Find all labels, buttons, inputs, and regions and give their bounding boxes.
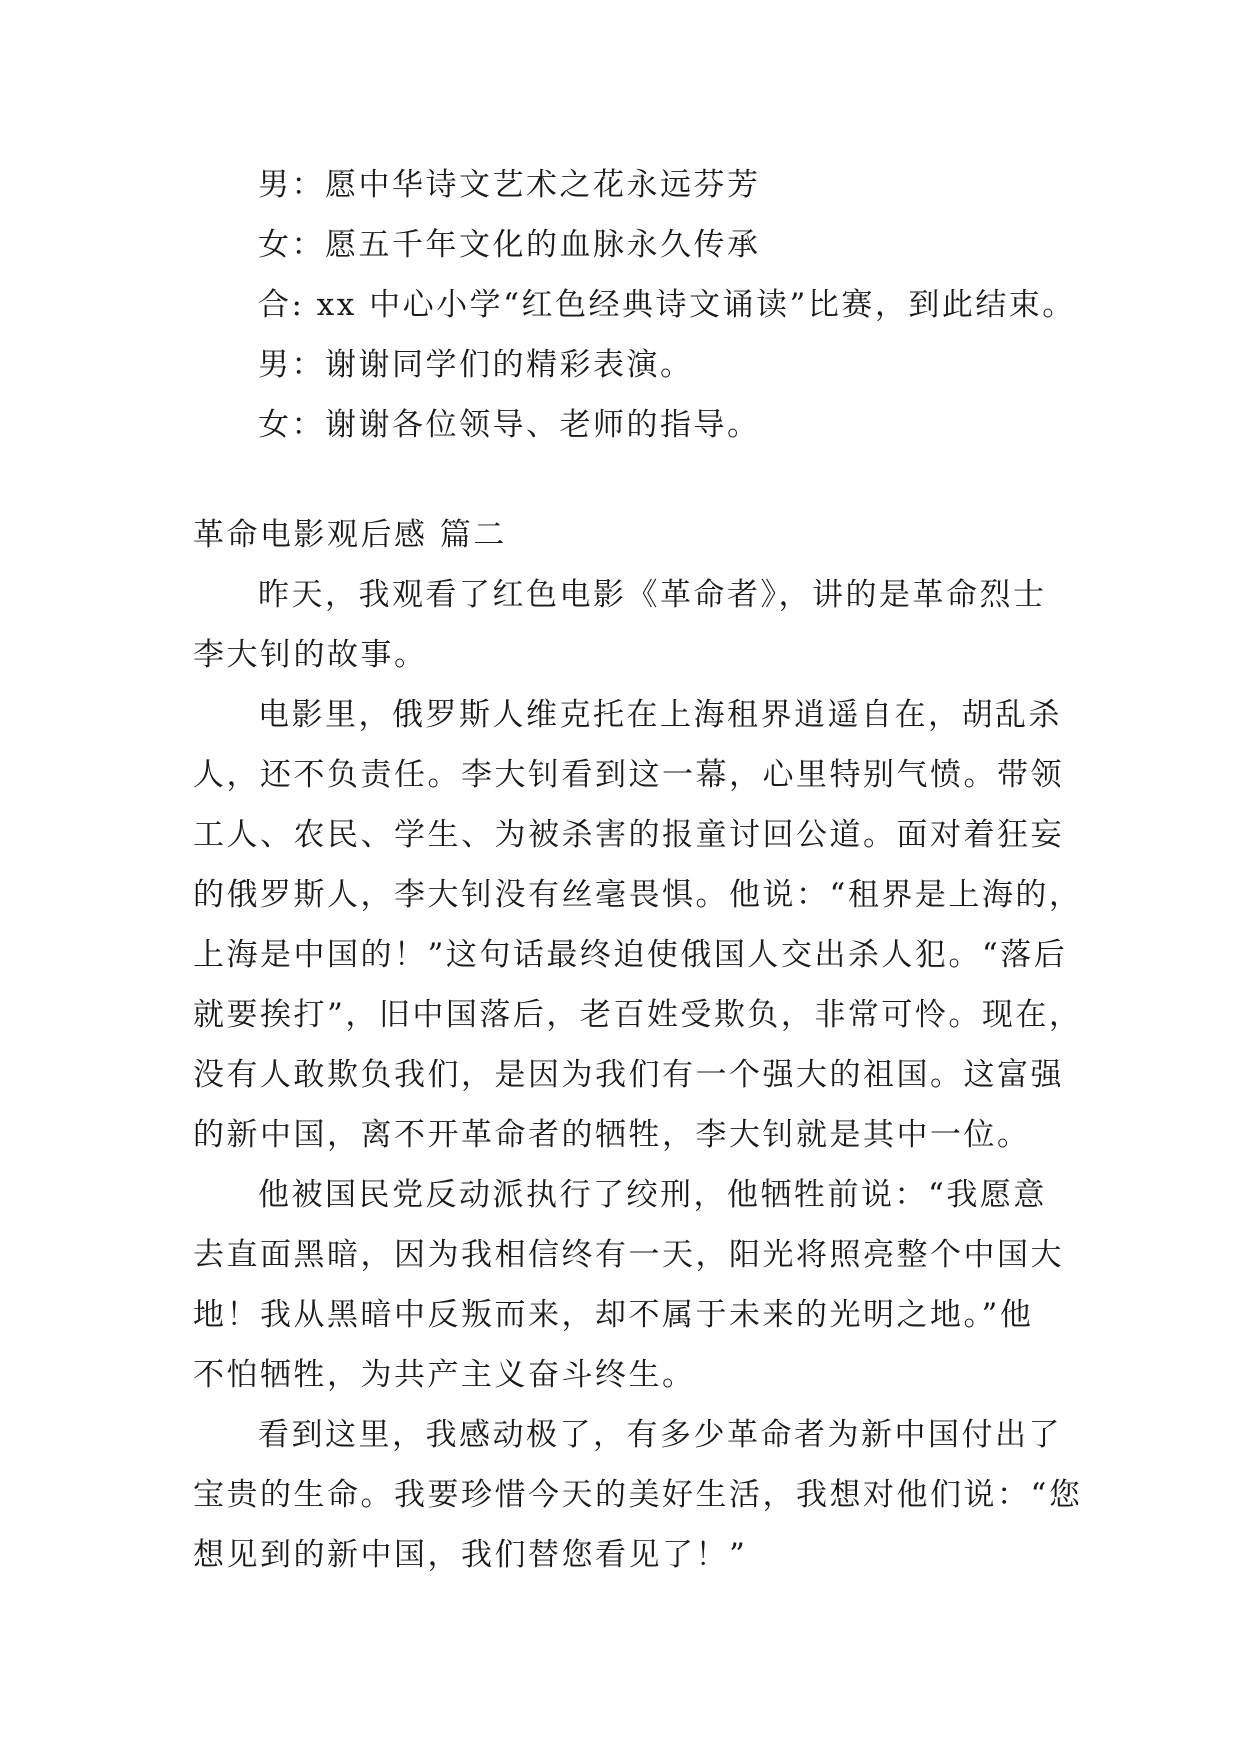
paragraph-2-line-3: 工人、农民、学生、为被杀害的报童讨回公道。面对着狂妄 — [193, 817, 1064, 853]
paragraph-1-line-1: 昨天，我观看了红色电影《革命者》，讲的是革命烈士 — [258, 577, 1047, 613]
paragraph-2-line-8: 的新中国，离不开革命者的牺牲，李大钊就是其中一位。 — [193, 1117, 1031, 1153]
dialogue-line-female-1: 女：愿五千年文化的血脉永久传承 — [258, 227, 761, 263]
paragraph-3-line-2: 去直面黑暗，因为我相信终有一天，阳光将照亮整个中国大 — [193, 1237, 1064, 1273]
paragraph-1-line-2: 李大钊的故事。 — [193, 637, 428, 673]
paragraph-3-line-4: 不怕牺牲，为共产主义奋斗终生。 — [193, 1357, 696, 1393]
paragraph-4-line-1: 看到这里，我感动极了，有多少革命者为新中国付出了 — [258, 1417, 1062, 1453]
paragraph-2-line-2: 人，还不负责任。李大钊看到这一幕，心里特别气愤。带领 — [193, 757, 1064, 793]
paragraph-2-line-5: 上海是中国的！”这句话最终迫使俄国人交出杀人犯。“落后 — [193, 937, 1068, 973]
paragraph-3-line-3: 地！我从黑暗中反叛而来，却不属于未来的光明之地。”他 — [193, 1297, 1034, 1333]
dialogue-line-female-2: 女：谢谢各位领导、老师的指导。 — [258, 407, 761, 443]
dialogue-line-together: 合: xx 中心小学“红色经典诗文诵读”比赛，到此结束。 — [258, 287, 1076, 323]
paragraph-2-line-7: 没有人敢欺负我们，是因为我们有一个强大的祖国。这富强 — [193, 1057, 1064, 1093]
dialogue-line-male-1: 男：愿中华诗文艺术之花永远芬芳 — [258, 167, 761, 203]
paragraph-2-line-1: 电影里，俄罗斯人维克托在上海租界逍遥自在，胡乱杀 — [258, 697, 1062, 733]
paragraph-2-line-4: 的俄罗斯人，李大钊没有丝毫畏惧。他说：“租界是上海的， — [193, 877, 1083, 913]
paragraph-4-line-2: 宝贵的生命。我要珍惜今天的美好生活，我想对他们说：“您 — [193, 1477, 1083, 1513]
dialogue-line-male-2: 男：谢谢同学们的精彩表演。 — [258, 347, 694, 383]
paragraph-2-line-6: 就要挨打”，旧中国落后，老百姓受欺负，非常可怜。现在， — [193, 997, 1083, 1033]
section-title: 革命电影观后感 篇二 — [193, 517, 507, 553]
paragraph-4-line-3: 想见到的新中国，我们替您看见了！” — [193, 1537, 748, 1573]
paragraph-3-line-1: 他被国民党反动派执行了绞刑，他牺牲前说：“我愿意 — [258, 1177, 1047, 1213]
